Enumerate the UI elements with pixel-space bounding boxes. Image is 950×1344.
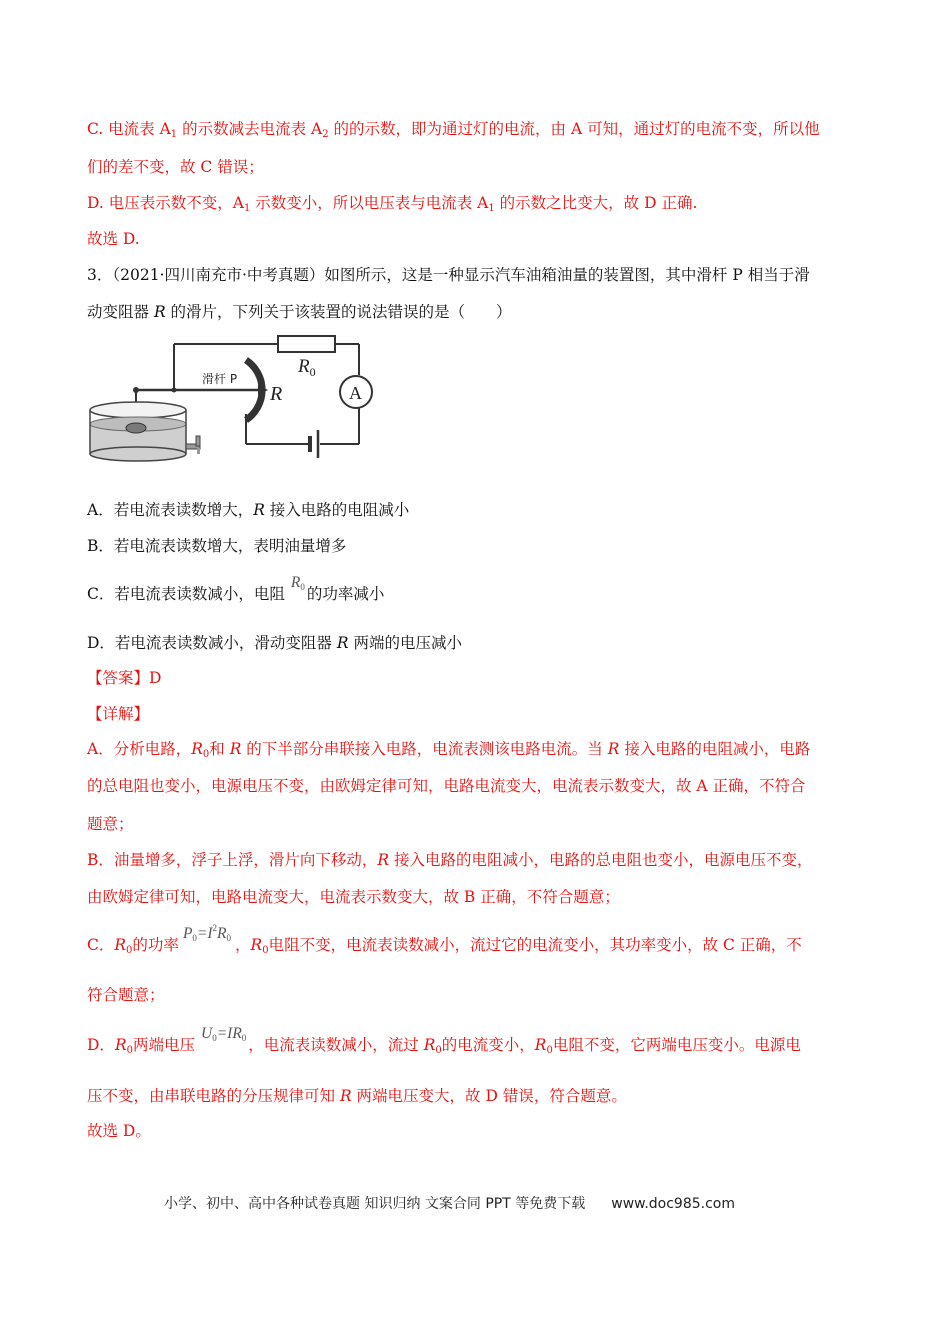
prev-solution-c-line1: C. 电流表 $A_1$ 的示数减去电流表 $A_2$ 的的示数，即为通过灯的电流，由 A 可知，通过灯的电流不变，所以他 bbox=[87, 120, 820, 140]
detail-conclusion: 故选 D。 bbox=[87, 1122, 151, 1140]
slider-label: 滑杆 P bbox=[202, 372, 238, 386]
question-stem-line2: 动变阻器 R 的滑片，下列关于该装置的说法错误的是（ ） bbox=[87, 303, 512, 321]
option-a: A．若电流表读数增大，R 接入电路的电阻减小 bbox=[87, 501, 410, 519]
option-c: C．若电流表读数减小，电阻R0 的功率减小 bbox=[87, 574, 385, 603]
option-d: D．若电流表读数减小，滑动变阻器 R 两端的电压减小 bbox=[87, 634, 462, 652]
r0-label: $R_0$ bbox=[298, 356, 316, 379]
prev-solution-c-line2: 们的差不变，故 C 错误； bbox=[87, 158, 264, 176]
oil-gauge-circuit-diagram bbox=[88, 332, 388, 467]
detail-a-line2: 的总电阻也变小，电源电压不变，由欧姆定律可知，电路电流变大，电流表示数变大，故 A 正确，不符合 bbox=[87, 777, 806, 795]
power-formula: $P0=I^2R0$ bbox=[182, 923, 231, 943]
ammeter-label: A bbox=[349, 383, 362, 403]
page-footer bbox=[164, 1193, 735, 1213]
float bbox=[126, 423, 146, 433]
detail-b-line1: B．油量增多，浮子上浮，滑片向下移动，R 接入电路的电阻减小，电路的总电阻也变小，电源电压不变， bbox=[87, 851, 813, 869]
detail-a-line1: A．分析电路，$R_0$和 R 的下半部分串联接入电路，电流表测该电路电流。当 R 接入电路的电阻减小，电路 bbox=[87, 740, 811, 760]
answer-value: D bbox=[149, 669, 162, 687]
prev-solution-conclusion: 故选 D. bbox=[87, 230, 140, 248]
answer-line bbox=[87, 666, 161, 688]
footer-url[interactable]: www.doc985.com bbox=[611, 1196, 735, 1212]
oil-tank bbox=[90, 402, 186, 418]
question-stem-line1: 3．（2021·四川南充市·中考真题）如图所示，这是一种显示汽车油箱油量的装置图，其中滑杆 P 相当于滑 bbox=[87, 266, 810, 284]
detail-a-line3: 题意； bbox=[87, 815, 134, 833]
detail-d-line2: 压不变，由串联电路的分压规律可知 R 两端电压变大，故 D 错误，符合题意。 bbox=[87, 1087, 627, 1105]
detail-label: 【详解】 bbox=[87, 705, 150, 723]
voltage-formula: U0=IR0 bbox=[201, 1025, 247, 1043]
detail-c-line2: 符合题意； bbox=[87, 986, 165, 1004]
detail-b-line2: 由欧姆定律可知，电路电流变大，电流表示数变大，故 B 正确，不符合题意； bbox=[87, 888, 620, 906]
detail-c-line1: C．$R_0$的功率$P0=I^2R0$ ，$R_0$电阻不变，电流表读数减小，流过它的电流变小，其功率变小，故 C 正确，不 bbox=[87, 923, 802, 956]
option-b: B．若电流表读数增大，表明油量增多 bbox=[87, 537, 347, 555]
prev-solution-d-line: D. 电压表示数不变，$A_1$ 示数变小，所以电压表与电流表 $A_1$ 的示数之比变大，故 D 正确. bbox=[87, 194, 698, 214]
r0-resistor bbox=[278, 336, 335, 352]
footer-text: 小学、初中、高中各种试卷真题 知识归纳 文案合同 PPT 等免费下载 bbox=[164, 1196, 586, 1212]
detail-d-line1: D．$R_0$两端电压U0=IR0 ，电流表读数减小，流过 $R_0$的电流变小，$R_0$电阻不变，它两端电压变小。电源电 bbox=[87, 1025, 801, 1056]
answer-label: 【答案】 bbox=[87, 669, 150, 687]
r-label: R bbox=[270, 383, 283, 405]
